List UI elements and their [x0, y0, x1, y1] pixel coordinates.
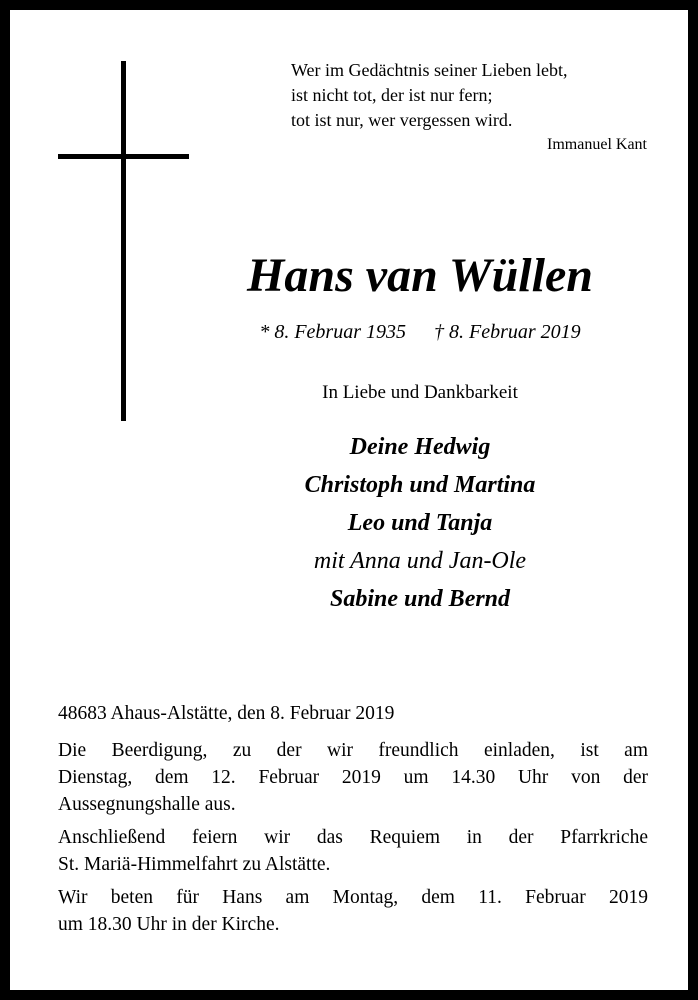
quote-author: Immanuel Kant	[547, 136, 647, 153]
quote-line: ist nicht tot, der ist nur fern;	[291, 85, 493, 105]
obituary-notice	[10, 10, 688, 990]
quote-line: tot ist nur, wer vergessen wird.	[291, 110, 513, 130]
dedication-line: In Liebe und Dankbarkeit	[322, 382, 518, 403]
mourner-line: Christoph und Martina	[304, 472, 536, 498]
funeral-line: Dienstag, dem 12. Februar 2019 um 14.30 Uhr von der	[58, 767, 648, 788]
place-date: 48683 Ahaus-Alstätte, den 8. Februar 2019	[58, 703, 395, 724]
deceased-name: Hans van Wüllen	[247, 249, 593, 302]
mourner-line: Leo und Tanja	[347, 510, 493, 536]
funeral-line: Aussegnungshalle aus.	[58, 794, 236, 815]
requiem-line: St. Mariä-Himmelfahrt zu Alstätte.	[58, 854, 331, 875]
death-date: † 8. Februar 2019	[434, 321, 581, 343]
cross-icon-horizontal-bar	[58, 154, 189, 159]
life-dates	[200, 318, 640, 346]
notice-body	[58, 700, 648, 944]
mourners-list	[200, 428, 640, 618]
mourner-line: Sabine und Bernd	[329, 586, 511, 612]
memorial-quote	[291, 58, 651, 157]
mourner-line: Deine Hedwig	[349, 434, 491, 460]
quote-line: Wer im Gedächtnis seiner Lieben lebt,	[291, 60, 568, 80]
prayer-line: um 18.30 Uhr in der Kirche.	[58, 914, 280, 935]
prayer-paragraph	[58, 884, 648, 938]
funeral-line: Die Beerdigung, zu der wir freundlich einladen, ist am	[58, 740, 648, 761]
mourner-line: mit Anna und Jan-Ole	[313, 548, 527, 574]
prayer-line: Wir beten für Hans am Montag, dem 11. Februar 2019	[58, 887, 648, 908]
cross-icon-vertical-bar	[121, 61, 126, 421]
requiem-paragraph	[58, 824, 648, 878]
funeral-paragraph	[58, 737, 648, 818]
requiem-line: Anschließend feiern wir das Requiem in der Pfarrkriche	[58, 827, 648, 848]
birth-date: * 8. Februar 1935	[259, 321, 406, 343]
